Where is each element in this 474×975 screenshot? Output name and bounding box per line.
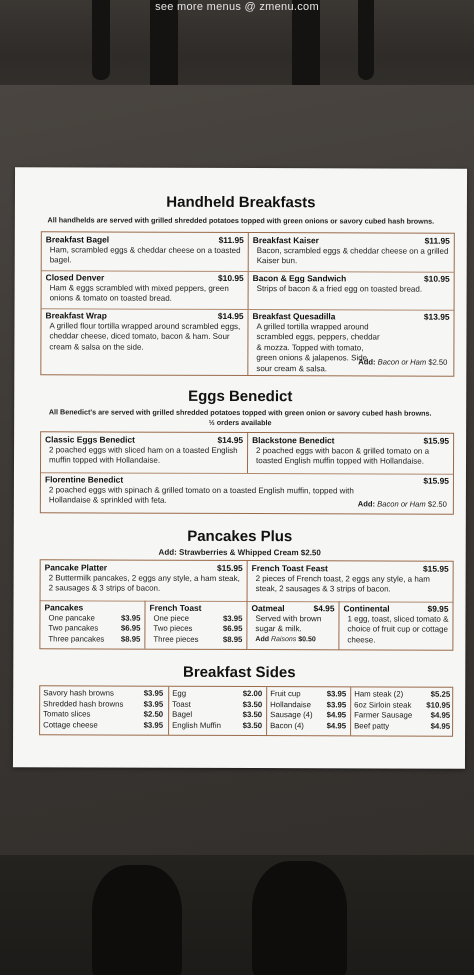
menu-item bbox=[41, 308, 247, 355]
item-desc: Ham & eggs scrambled with mixed peppers, green onions & tomato on toasted bread. bbox=[49, 282, 229, 303]
price-row bbox=[44, 634, 140, 645]
shoe bbox=[92, 865, 182, 975]
row-label: Two pancakes bbox=[48, 623, 99, 633]
item-desc: 2 poached eggs with sliced ham on a toasted English muffin topped with Hollandaise. bbox=[49, 444, 238, 465]
pancakes-title: Pancakes Plus bbox=[187, 527, 293, 546]
item-price: $4.95 bbox=[313, 603, 335, 614]
benedict-addon bbox=[358, 499, 447, 508]
side-price: $3.95 bbox=[326, 699, 347, 709]
side-price: $10.95 bbox=[426, 700, 451, 710]
benedict-title: Eggs Benedict bbox=[188, 387, 293, 406]
item-price: $11.95 bbox=[424, 235, 450, 246]
item-desc: A grilled tortilla wrapped around scrambled eggs, peppers, cheddar & mozza. Topped with tomato, green onions & jalapenos. Side sour cream & salsa. bbox=[256, 321, 380, 373]
item-desc: 1 egg, toast, sliced tomato & choice of fruit cup or cottage cheese. bbox=[347, 613, 449, 644]
item-name: French Toast Feast bbox=[251, 563, 328, 574]
sides-column bbox=[354, 689, 450, 731]
side-label: Shredded hash browns bbox=[43, 698, 124, 709]
row-price: $3.95 bbox=[120, 613, 141, 623]
oatmeal-addon bbox=[251, 635, 334, 646]
benedict-subtitle: All Benedict's are served with grilled shredded potatoes topped with green onion or savory cubed hash browns. bbox=[48, 407, 432, 418]
sides-column bbox=[43, 688, 163, 730]
item-name: Pancake Platter bbox=[44, 562, 108, 573]
side-row bbox=[43, 720, 163, 731]
row-label: One piece bbox=[153, 613, 190, 623]
item-name: Pancakes bbox=[44, 602, 84, 613]
row-label: Two pieces bbox=[153, 623, 193, 633]
item-price: $9.95 bbox=[427, 603, 449, 614]
side-row bbox=[354, 721, 450, 732]
chair-background bbox=[0, 0, 474, 95]
item-price: $15.95 bbox=[217, 562, 243, 574]
item-desc: Ham, scrambled eggs & cheddar cheese on a toasted bagel. bbox=[49, 244, 241, 265]
side-price: $4.95 bbox=[326, 720, 347, 730]
menu-item bbox=[41, 432, 247, 468]
sides-title: Breakfast Sides bbox=[182, 663, 296, 682]
item-name: Oatmeal bbox=[251, 603, 285, 614]
item-name: Breakfast Quesadilla bbox=[252, 311, 336, 322]
side-row bbox=[354, 689, 450, 700]
side-label: English Muffin bbox=[172, 720, 221, 730]
price-row bbox=[44, 623, 140, 634]
side-row bbox=[43, 688, 163, 699]
item-name: French Toast bbox=[149, 602, 202, 613]
menu-item bbox=[249, 271, 454, 297]
sides-column bbox=[270, 689, 346, 731]
side-price: $4.95 bbox=[326, 710, 347, 720]
side-price: $4.95 bbox=[430, 721, 451, 731]
side-label: Beef patty bbox=[354, 720, 390, 731]
addon-text: Bacon or Ham bbox=[377, 499, 426, 509]
side-row bbox=[354, 710, 450, 721]
item-desc: 2 Buttermilk pancakes, 2 eggs any style, a ham steak, 2 sausages & 3 strips of bacon. bbox=[48, 572, 240, 593]
side-price: $3.95 bbox=[326, 689, 347, 699]
chair-rail bbox=[292, 0, 320, 92]
item-name: Blackstone Benedict bbox=[252, 435, 335, 446]
item-price: $10.95 bbox=[424, 273, 450, 284]
side-label: Bacon (4) bbox=[270, 720, 304, 730]
row-price: $6.95 bbox=[120, 623, 141, 633]
side-row bbox=[270, 700, 346, 711]
side-label: Farmer Sausage bbox=[354, 710, 413, 720]
item-desc: 2 poached eggs with bacon & grilled tomato on a toasted English muffin topped with Hollandaise. bbox=[256, 445, 430, 466]
row-label: Three pieces bbox=[153, 634, 199, 644]
addon-price: $0.50 bbox=[298, 635, 316, 643]
side-row bbox=[354, 700, 450, 711]
side-row bbox=[172, 699, 262, 710]
row-price: $6.95 bbox=[222, 623, 243, 634]
item-name: Breakfast Kaiser bbox=[252, 235, 319, 246]
addon-price: $2.50 bbox=[428, 357, 448, 367]
menu-item bbox=[42, 232, 248, 268]
sides-column bbox=[172, 689, 262, 731]
sides-box bbox=[39, 685, 453, 736]
shoe bbox=[252, 861, 347, 975]
item-name: Bacon & Egg Sandwich bbox=[252, 273, 347, 284]
benedict-box bbox=[40, 431, 454, 514]
menu-item bbox=[339, 601, 452, 647]
side-row bbox=[43, 709, 163, 720]
price-row bbox=[44, 613, 140, 624]
side-price: $2.50 bbox=[143, 709, 164, 719]
chair-rail bbox=[150, 0, 178, 92]
side-label: Egg bbox=[172, 688, 187, 698]
item-name: Classic Eggs Benedict bbox=[45, 434, 135, 445]
side-row bbox=[43, 699, 163, 710]
row-price: $3.95 bbox=[222, 613, 243, 623]
side-row bbox=[172, 720, 262, 731]
menu-item bbox=[41, 560, 247, 596]
side-label: Ham steak (2) bbox=[354, 689, 404, 699]
price-row bbox=[149, 624, 242, 635]
side-label: 6oz Sirloin steak bbox=[354, 699, 412, 710]
row-label: Three pancakes bbox=[48, 633, 105, 644]
item-desc: Bacon, scrambled eggs & cheddar cheese on a grilled Kaiser bun. bbox=[256, 245, 449, 266]
item-name: Breakfast Bagel bbox=[45, 234, 110, 245]
menu-item bbox=[42, 270, 248, 306]
side-label: Hollandaise bbox=[270, 699, 311, 709]
item-desc: 2 pieces of French toast, 2 eggs any style, a ham steak, 2 sausages & 3 strips of bacon. bbox=[255, 573, 430, 594]
addon-label: Add: bbox=[357, 499, 376, 509]
item-desc: 2 poached eggs with spinach & grilled tomato on a toasted English muffin, topped with Hollandaise & sprinkled with feta. bbox=[48, 484, 354, 505]
menu-item bbox=[249, 233, 454, 269]
addon-text: Raisons bbox=[270, 635, 297, 643]
item-price: $15.95 bbox=[423, 475, 449, 486]
side-price: $3.50 bbox=[242, 699, 263, 709]
item-name: Florentine Benedict bbox=[44, 474, 124, 485]
row-label: One pancake bbox=[48, 612, 95, 622]
side-price: $2.00 bbox=[242, 689, 263, 699]
menu-item bbox=[145, 601, 246, 647]
side-label: Cottage cheese bbox=[43, 719, 98, 730]
item-price: $14.95 bbox=[217, 434, 244, 446]
item-price: $15.95 bbox=[423, 435, 450, 446]
side-label: Sausage (4) bbox=[270, 710, 313, 720]
handheld-addon bbox=[358, 357, 447, 366]
side-price: $3.95 bbox=[143, 720, 164, 730]
handheld-box bbox=[40, 231, 455, 376]
item-price: $13.95 bbox=[423, 311, 450, 322]
side-label: Tomato slices bbox=[43, 709, 91, 719]
side-row bbox=[172, 710, 262, 721]
item-name: Closed Denver bbox=[45, 272, 105, 283]
item-desc: Served with brown sugar & milk. bbox=[255, 613, 322, 634]
item-name: Continental bbox=[343, 603, 390, 614]
menu-item bbox=[40, 600, 144, 646]
side-label: Bagel bbox=[172, 709, 193, 719]
divider bbox=[266, 687, 267, 735]
addon-label: Add: bbox=[358, 357, 376, 367]
side-row bbox=[172, 689, 262, 700]
item-name: Breakfast Wrap bbox=[45, 310, 107, 321]
price-row bbox=[149, 613, 242, 624]
side-row bbox=[270, 721, 346, 732]
menu-paper bbox=[13, 167, 467, 769]
side-label: Fruit cup bbox=[270, 689, 301, 699]
side-label: Toast bbox=[172, 699, 191, 709]
item-price: $10.95 bbox=[218, 272, 244, 284]
price-row bbox=[149, 634, 242, 645]
watermark: see more menus @ zmenu.com bbox=[155, 1, 319, 13]
side-price: $4.95 bbox=[430, 710, 451, 720]
row-price: $8.95 bbox=[222, 634, 243, 644]
handheld-subtitle: All handhelds are served with grilled shredded potatoes topped with green onions or savory cubed hash browns. bbox=[47, 215, 435, 226]
item-price: $14.95 bbox=[217, 310, 244, 322]
item-price: $11.95 bbox=[218, 234, 244, 246]
item-desc: A grilled flour tortilla wrapped around scrambled eggs, cheddar cheese, diced tomato, bacon & ham. Sour cream & salsa on the side. bbox=[49, 320, 241, 352]
item-price: $15.95 bbox=[423, 563, 449, 574]
pancakes-subtitle: Add: Strawberries & Whipped Cream $2.50 bbox=[158, 547, 321, 558]
side-row bbox=[270, 710, 346, 721]
handheld-title: Handheld Breakfasts bbox=[166, 193, 316, 212]
divider bbox=[350, 687, 351, 735]
pancakes-box bbox=[39, 559, 453, 650]
row-price: $8.95 bbox=[120, 634, 141, 644]
item-desc: Strips of bacon & a fried egg on toasted bread. bbox=[256, 283, 423, 294]
menu-item bbox=[248, 561, 453, 597]
side-price: $3.95 bbox=[143, 688, 164, 698]
addon-text: Bacon or Ham bbox=[377, 357, 427, 367]
floor bbox=[0, 855, 474, 975]
side-price: $3.50 bbox=[242, 720, 263, 730]
side-label: Savory hash browns bbox=[43, 688, 114, 698]
addon-label: Add bbox=[255, 635, 270, 643]
divider bbox=[168, 687, 169, 735]
benedict-subtitle-half: ½ orders available bbox=[208, 417, 272, 428]
menu-item bbox=[247, 601, 338, 647]
side-price: $3.95 bbox=[143, 699, 164, 709]
side-row bbox=[270, 689, 346, 700]
addon-price: $2.50 bbox=[427, 499, 447, 509]
side-price: $5.25 bbox=[430, 689, 451, 699]
menu-item bbox=[248, 433, 453, 469]
side-price: $3.50 bbox=[242, 710, 263, 720]
